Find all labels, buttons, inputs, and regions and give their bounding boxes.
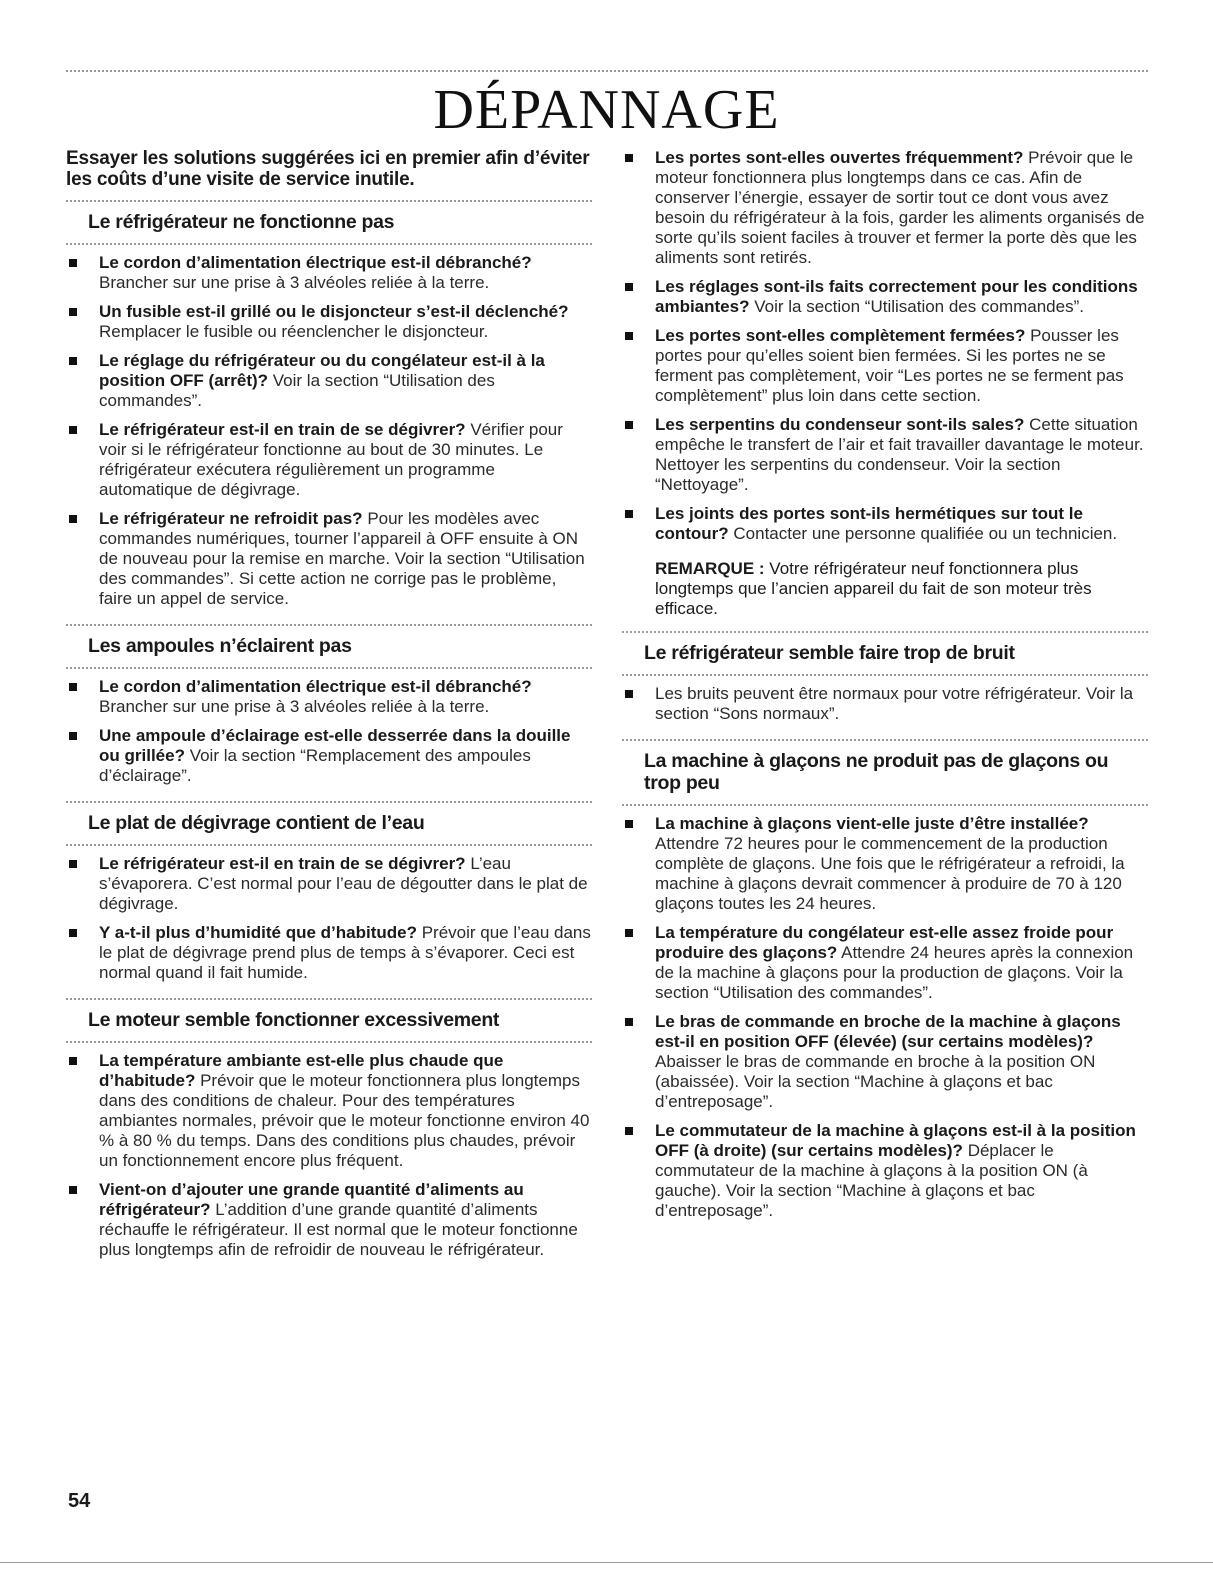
answer-text: Les bruits peuvent être normaux pour votre réfrigérateur. Voir la section “Sons normaux”.: [655, 684, 1134, 723]
list-item: [622, 415, 1148, 495]
list-item: [66, 923, 592, 983]
troubleshooting-section: [622, 739, 1148, 1236]
right-sections: [622, 631, 1148, 1236]
question-text: Les réglages sont-ils faits correctement pour les conditions ambiantes?: [655, 277, 1138, 316]
list-item: [622, 1012, 1148, 1112]
bullet-icon: [625, 283, 633, 291]
answer-text: Attendre 72 heures pour le commencement de la production complète de glaçons. Une fois que le réfrigérateur a refroidi, la machine à glaçons devrait commencer à produire de 70 à 120 glaçons toutes les 24 heures.: [655, 834, 1125, 913]
bullet-icon: [69, 515, 77, 523]
answer-text: Prévoir que le moteur fonctionnera plus longtemps dans des conditions de chaleur. Pour des températures ambiantes normales, prévoir que le moteur fonctionne environ 40 % à 80 % du temps. Dans des conditions plus chaudes, prévoir un fonctionnement encore plus fréquent.: [99, 1071, 590, 1170]
question-text: Le réfrigérateur est-il en train de se dégivrer?: [99, 420, 466, 439]
list-item: [66, 351, 592, 411]
answer-text: Vérifier pour voir si le réfrigérateur fonctionne au bout de 30 minutes. Le réfrigérateur exécutera régulièrement un programme automatique de dégivrage.: [99, 420, 563, 499]
section-items: [66, 669, 592, 801]
answer-text: Brancher sur une prise à 3 alvéoles reliée à la terre.: [99, 697, 490, 716]
question-text: Le réglage du réfrigérateur ou du congélateur est-il à la position OFF (arrêt)?: [99, 351, 545, 390]
list-item: [622, 814, 1148, 914]
bullet-icon: [625, 1018, 633, 1026]
bullet-icon: [625, 421, 633, 429]
bullet-icon: [625, 332, 633, 340]
list-item: [66, 420, 592, 500]
bottom-rule: [0, 1562, 1213, 1563]
section-title: La machine à glaçons ne produit pas de glaçons ou trop peu: [644, 750, 1109, 794]
question-text: Le réfrigérateur ne refroidit pas?: [99, 509, 363, 528]
answer-text: Déplacer le commutateur de la machine à glaçons à la position ON (à gauche). Voir la section “Machine à glaçons et bac d’entreposage”.: [655, 1141, 1088, 1220]
note: [622, 559, 1148, 619]
list-item: [66, 1051, 592, 1171]
list-item: [66, 726, 592, 786]
right-continued-items: [622, 148, 1148, 559]
bullet-icon: [69, 929, 77, 937]
bullet-icon: [69, 1186, 77, 1194]
section-title: Le moteur semble fonctionner excessivement: [88, 1009, 500, 1031]
note-label: REMARQUE :: [655, 559, 765, 578]
list-item: [622, 326, 1148, 406]
left-sections: [66, 200, 592, 1275]
section-title: Le réfrigérateur semble faire trop de bruit: [644, 642, 1015, 664]
bullet-icon: [625, 1127, 633, 1135]
answer-text: Attendre 24 heures après la connexion de la machine à glaçons pour la production de glaçons. Voir la section “Utilisation des commandes”.: [655, 943, 1134, 1002]
question-text: Le bras de commande en broche de la machine à glaçons est-il en position OFF (élevée) (sur certains modèles)?: [655, 1012, 1121, 1051]
section-title: Les ampoules n’éclairent pas: [88, 635, 352, 657]
section-items: [622, 676, 1148, 739]
answer-text: Voir la section “Utilisation des commandes”.: [754, 297, 1084, 316]
question-text: Le cordon d’alimentation électrique est-il débranché?: [99, 677, 532, 696]
question-text: La température du congélateur est-elle assez froide pour produire des glaçons?: [655, 923, 1114, 962]
answer-text: Remplacer le fusible ou réenclencher le disjoncteur.: [99, 322, 489, 341]
section-items: [622, 806, 1148, 1236]
page-title: DÉPANNAGE: [433, 79, 780, 141]
list-item: [622, 504, 1148, 544]
question-text: La machine à glaçons vient-elle juste d’être installée?: [655, 814, 1089, 833]
answer-text: Pour les modèles avec commandes numériques, tourner l’appareil à OFF ensuite à ON de nouveau pour la remise en marche. Voir la section “Utilisation des commandes”. Si cette action ne corrige pas le problème, faire un appel de service.: [99, 509, 585, 608]
question-text: Une ampoule d’éclairage est-elle desserrée dans la douille ou grillée?: [99, 726, 571, 765]
section-items: [66, 846, 592, 998]
question-text: Le réfrigérateur est-il en train de se dégivrer?: [99, 854, 466, 873]
bullet-icon: [69, 732, 77, 740]
bullet-icon: [625, 510, 633, 518]
answer-text: L’eau s’évaporera. C’est normal pour l’eau de dégoutter dans le plat de dégivrage.: [99, 854, 588, 913]
bullet-icon: [69, 1057, 77, 1065]
bullet-icon: [625, 929, 633, 937]
question-text: Un fusible est-il grillé ou le disjoncteur s’est-il déclenché?: [99, 302, 569, 321]
answer-text: Contacter une personne qualifiée ou un technicien.: [733, 524, 1118, 543]
bullet-icon: [69, 860, 77, 868]
section-title: Le réfrigérateur ne fonctionne pas: [88, 211, 395, 233]
list-item: [622, 277, 1148, 317]
right-column: [622, 148, 1148, 1236]
question-text: La température ambiante est-elle plus chaude que d’habitude?: [99, 1051, 504, 1090]
troubleshooting-section: [622, 631, 1148, 739]
question-text: Le commutateur de la machine à glaçons est-il à la position OFF (à droite) (sur certains modèles)?: [655, 1121, 1136, 1160]
bullet-icon: [69, 357, 77, 365]
bullet-icon: [625, 154, 633, 162]
left-column: [66, 148, 592, 1275]
list-item: [622, 923, 1148, 1003]
list-item: [66, 854, 592, 914]
question-text: Y a-t-il plus d’humidité que d’habitude?: [99, 923, 417, 942]
troubleshooting-section: [66, 200, 592, 624]
question-text: Le cordon d’alimentation électrique est-il débranché?: [99, 253, 532, 272]
section-title: Le plat de dégivrage contient de l’eau: [88, 812, 425, 834]
list-item: [622, 1121, 1148, 1221]
list-item: [66, 509, 592, 609]
bullet-icon: [69, 308, 77, 316]
bullet-icon: [625, 690, 633, 698]
bullet-icon: [69, 683, 77, 691]
answer-text: Voir la section “Remplacement des ampoules d’éclairage”.: [99, 746, 531, 785]
answer-text: Prévoir que le moteur fonctionnera plus longtemps dans ce cas. Afin de conserver l’énergie, essayer de sortir tout ce dont vous avez besoin du réfrigérateur à la fois, garder les aliments organisés de sorte qu’ils soient faciles à trouver et fermer la porte dès que les aliments sont retirés.: [655, 148, 1145, 267]
question-text: Vient-on d’ajouter une grande quantité d’aliments au réfrigérateur?: [99, 1180, 524, 1219]
answer-text: Cette situation empêche le transfert de l’air et fait travailler davantage le moteur. Nettoyer les serpentins du condenseur. Voir la section “Nettoyage”.: [655, 415, 1144, 494]
answer-text: L’addition d’une grande quantité d’aliments réchauffe le réfrigérateur. Il est normal que le moteur fonctionne plus longtemps afin de refroidir de nouveau le réfrigérateur.: [99, 1200, 578, 1259]
bullet-icon: [69, 426, 77, 434]
list-item: [66, 253, 592, 293]
answer-text: Pousser les portes pour qu’elles soient bien fermées. Si les portes ne se ferment pas complètement, voir “Les portes ne se ferment pas complètement” plus loin dans cette section.: [655, 326, 1124, 405]
question-text: Les joints des portes sont-ils hermétiques sur tout le contour?: [655, 504, 1083, 543]
list-item: [66, 1180, 592, 1260]
intro-text: Essayer les solutions suggérées ici en premier afin d’éviter les coûts d’une visite de service inutile.: [66, 148, 590, 190]
answer-text: Voir la section “Utilisation des commandes”.: [99, 371, 495, 410]
page-number: 54: [68, 1490, 91, 1512]
troubleshooting-section: [66, 624, 592, 801]
bullet-icon: [69, 259, 77, 267]
troubleshooting-section: [66, 998, 592, 1275]
question-text: Les portes sont-elles complètement fermées?: [655, 326, 1026, 345]
question-text: Les portes sont-elles ouvertes fréquemment?: [655, 148, 1024, 167]
note-text: Votre réfrigérateur neuf fonctionnera plus longtemps que l’ancien appareil du fait de son moteur très efficace.: [655, 559, 1092, 618]
list-item: [622, 684, 1148, 724]
list-item: [66, 302, 592, 342]
answer-text: Prévoir que l’eau dans le plat de dégivrage prend plus de temps à s’évaporer. Ceci est normal quand il fait humide.: [99, 923, 591, 982]
answer-text: Abaisser le bras de commande en broche à la position ON (abaissée). Voir la section “Machine à glaçons et bac d’entreposage”.: [655, 1052, 1096, 1111]
section-items: [66, 1043, 592, 1275]
answer-text: Brancher sur une prise à 3 alvéoles reliée à la terre.: [99, 273, 490, 292]
list-item: [622, 148, 1148, 268]
question-text: Les serpentins du condenseur sont-ils sales?: [655, 415, 1025, 434]
top-rule: [66, 70, 1148, 72]
section-items: [66, 245, 592, 624]
bullet-icon: [625, 820, 633, 828]
troubleshooting-section: [66, 801, 592, 998]
list-item: [66, 677, 592, 717]
